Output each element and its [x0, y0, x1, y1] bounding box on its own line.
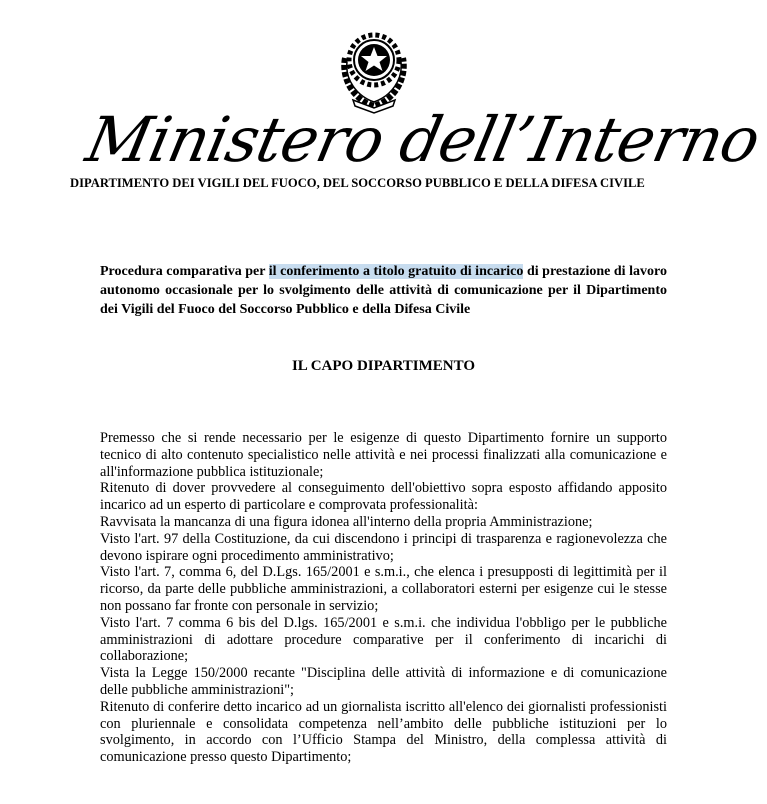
procedure-text-start: Procedura comparativa per — [100, 264, 269, 279]
department-name: DIPARTIMENTO DEI VIGILI DEL FUOCO, DEL SOCCORSO PUBBLICO E DELLA DIFESA CIVILE — [70, 176, 645, 190]
procedure-text-end: di prestazione di lavoro autonomo occasionale per lo svolgimento delle attività di comunicazione per il Dipartimento dei Vigili del Fuoco del Soccorso Pubblico e della Difesa Civile — [100, 264, 667, 317]
procedure-heading — [100, 262, 667, 319]
section-title: IL CAPO DIPARTIMENTO — [291, 358, 476, 374]
paragraph: Ravvisata la mancanza di una figura idonea all'interno della propria Amministrazione; — [100, 513, 593, 530]
italian-republic-emblem-icon — [331, 18, 417, 114]
ministry-name: Ministero dell’Interno — [80, 103, 766, 176]
paragraph: Visto l'art. 97 della Costituzione, da cui discendono i principi di trasparenza e ragionevolezza che devono ispirare ogni procedimento amministrativo; — [100, 530, 667, 564]
document-body — [100, 430, 667, 804]
selected-text-highlight[interactable]: il conferimento a titolo gratuito di incarico — [268, 264, 524, 279]
paragraph: Visto l'art. 7 comma 6 bis del D.lgs. 165/2001 e s.m.i. che individua l'obbligo per le pubbliche amministrazioni di adottare procedure comparative per il conferimento di incarichi di collaborazione; — [100, 614, 667, 665]
paragraph: Premesso che si rende necessario per le esigenze di questo Dipartimento fornire un supporto tecnico di alto contenuto specialistico nelle attività e nei processi finalizzati alla comunicazione e all'informazione pubblica istituzionale; — [100, 430, 667, 480]
paragraph: Ritenuto di dover provvedere al conseguimento dell'obiettivo sopra esposto affidando apposito incarico ad un esperto di particolare e comprovata professionalità: — [100, 480, 667, 514]
paragraph: Visto l'art. 7, comma 6, del D.Lgs. 165/2001 e s.m.i., che elenca i presupposti di legittimità per il ricorso, da parte delle pubbliche amministrazioni, a collaboratori esterni per esigenze cui le stesse non possano far fronte con personale in servizio; — [100, 564, 667, 614]
paragraph: Ritenuto di conferire detto incarico ad un giornalista iscritto all'elenco dei giornalisti professionisti con pluriennale e consolidata competenza nell’ambito delle pubbliche istituzioni per lo svolgimento, in accordo con l’Ufficio Stampa del Ministro, della complessa attività di comunicazione presso questo Dipartimento; — [100, 698, 667, 766]
paragraph: Vista la Legge 150/2000 recante "Disciplina delle attività di informazione e di comunicazione delle pubbliche amministrazioni"; — [100, 665, 667, 698]
